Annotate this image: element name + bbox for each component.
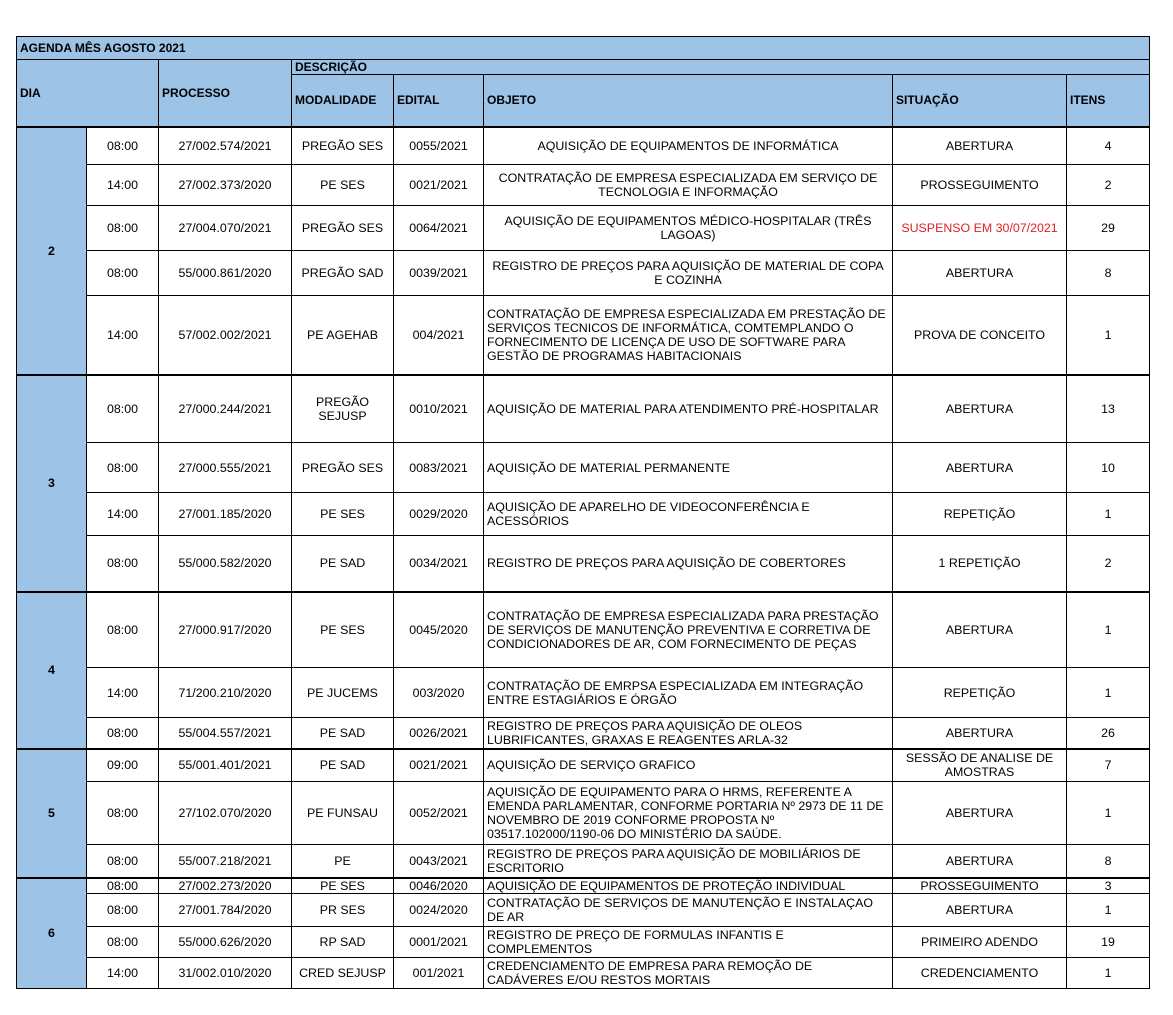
time-cell: 08:00 bbox=[87, 251, 159, 296]
time-cell: 14:00 bbox=[87, 957, 159, 988]
processo-cell: 55/007.218/2021 bbox=[159, 845, 292, 878]
situacao-cell: PROSSEGUIMENTO bbox=[893, 165, 1067, 206]
objeto-cell: AQUISIÇÃO DE EQUIPAMENTO PARA O HRMS, REFERENTE A EMENDA PARLAMENTAR, CONFORME PORTARIA Nº 2973 DE 11 DE NOVEMBRO DE 2019 CONFORME PROPOSTA Nº 03517.102000/1190-06 DO MINISTÉRIO DA SAÚDE. bbox=[484, 782, 893, 845]
itens-cell: 13 bbox=[1067, 375, 1150, 443]
time-cell: 08:00 bbox=[87, 536, 159, 592]
situacao-cell: ABERTURA bbox=[893, 375, 1067, 443]
header-objeto: OBJETO bbox=[484, 75, 893, 127]
table-row bbox=[17, 165, 1150, 206]
edital-cell: 0034/2021 bbox=[394, 536, 484, 592]
objeto-cell: AQUISIÇÃO DE MATERIAL PARA ATENDIMENTO PRÉ-HOSPITALAR bbox=[484, 375, 893, 443]
time-cell: 08:00 bbox=[87, 893, 159, 926]
day-cell: 2 bbox=[17, 127, 87, 375]
objeto-cell: CONTRATAÇÃO DE EMPRESA ESPECIALIZADA EM SERVIÇO DE TECNOLOGIA E INFORMAÇÃO bbox=[484, 165, 893, 206]
edital-cell: 004/2021 bbox=[394, 296, 484, 375]
processo-cell: 55/004.557/2021 bbox=[159, 718, 292, 749]
itens-cell: 29 bbox=[1067, 206, 1150, 251]
header-processo: PROCESSO bbox=[159, 60, 292, 127]
situacao-cell: REPETIÇÃO bbox=[893, 493, 1067, 536]
table-row bbox=[17, 127, 1150, 165]
time-cell: 08:00 bbox=[87, 782, 159, 845]
table-row bbox=[17, 668, 1150, 718]
itens-cell: 1 bbox=[1067, 782, 1150, 845]
time-cell: 08:00 bbox=[87, 375, 159, 443]
edital-cell: 0052/2021 bbox=[394, 782, 484, 845]
processo-cell: 55/000.861/2020 bbox=[159, 251, 292, 296]
edital-cell: 0001/2021 bbox=[394, 926, 484, 957]
agenda-body bbox=[17, 127, 1150, 989]
processo-cell: 57/002.002/2021 bbox=[159, 296, 292, 375]
objeto-cell: AQUISIÇÃO DE EQUIPAMENTOS MÉDICO-HOSPITALAR (TRÊS LAGOAS) bbox=[484, 206, 893, 251]
processo-cell: 27/001.784/2020 bbox=[159, 893, 292, 926]
time-cell: 08:00 bbox=[87, 845, 159, 878]
modalidade-cell: PREGÃO SEJUSP bbox=[292, 375, 394, 443]
day-cell: 5 bbox=[17, 749, 87, 878]
time-cell: 08:00 bbox=[87, 718, 159, 749]
edital-cell: 003/2020 bbox=[394, 668, 484, 718]
itens-cell: 1 bbox=[1067, 296, 1150, 375]
time-cell: 09:00 bbox=[87, 749, 159, 782]
situacao-cell: PRIMEIRO ADENDO bbox=[893, 926, 1067, 957]
situacao-cell: ABERTURA bbox=[893, 782, 1067, 845]
processo-cell: 71/200.210/2020 bbox=[159, 668, 292, 718]
modalidade-cell: PE SES bbox=[292, 878, 394, 894]
table-row bbox=[17, 926, 1150, 957]
itens-cell: 1 bbox=[1067, 957, 1150, 988]
time-cell: 08:00 bbox=[87, 926, 159, 957]
day-cell: 6 bbox=[17, 878, 87, 989]
itens-cell: 2 bbox=[1067, 165, 1150, 206]
modalidade-cell: PE bbox=[292, 845, 394, 878]
objeto-cell: REGISTRO DE PREÇOS PARA AQUISIÇÃO DE MATERIAL DE COPA E COZINHA bbox=[484, 251, 893, 296]
objeto-cell: AQUISIÇÃO DE EQUIPAMENTOS DE INFORMÁTICA bbox=[484, 127, 893, 165]
table-row bbox=[17, 845, 1150, 878]
itens-cell: 10 bbox=[1067, 443, 1150, 493]
processo-cell: 27/000.917/2020 bbox=[159, 592, 292, 668]
processo-cell: 27/000.244/2021 bbox=[159, 375, 292, 443]
table-row bbox=[17, 443, 1150, 493]
situacao-cell: 1 REPETIÇÃO bbox=[893, 536, 1067, 592]
objeto-cell: CREDENCIAMENTO DE EMPRESA PARA REMOÇÃO DE CADÁVERES E/OU RESTOS MORTAIS bbox=[484, 957, 893, 988]
situacao-cell: ABERTURA bbox=[893, 592, 1067, 668]
processo-cell: 27/002.574/2021 bbox=[159, 127, 292, 165]
processo-cell: 27/002.373/2020 bbox=[159, 165, 292, 206]
modalidade-cell: PE AGEHAB bbox=[292, 296, 394, 375]
objeto-cell: AQUISIÇÃO DE EQUIPAMENTOS DE PROTEÇÃO INDIVIDUAL bbox=[484, 878, 893, 894]
agenda-table bbox=[16, 36, 1150, 989]
situacao-cell: CREDENCIAMENTO bbox=[893, 957, 1067, 988]
edital-cell: 0043/2021 bbox=[394, 845, 484, 878]
objeto-cell: AQUISIÇÃO DE SERVIÇO GRAFICO bbox=[484, 749, 893, 782]
table-row bbox=[17, 251, 1150, 296]
situacao-cell: SUSPENSO EM 30/07/2021 bbox=[893, 206, 1067, 251]
header-situacao: SITUAÇÃO bbox=[893, 75, 1067, 127]
table-row bbox=[17, 878, 1150, 894]
modalidade-cell: PR SES bbox=[292, 893, 394, 926]
objeto-cell: REGISTRO DE PREÇO DE FORMULAS INFANTIS E COMPLEMENTOS bbox=[484, 926, 893, 957]
header-descricao: DESCRIÇÃO bbox=[292, 60, 1150, 75]
processo-cell: 27/001.185/2020 bbox=[159, 493, 292, 536]
modalidade-cell: RP SAD bbox=[292, 926, 394, 957]
processo-cell: 55/000.626/2020 bbox=[159, 926, 292, 957]
edital-cell: 001/2021 bbox=[394, 957, 484, 988]
edital-cell: 0010/2021 bbox=[394, 375, 484, 443]
time-cell: 08:00 bbox=[87, 127, 159, 165]
objeto-cell: CONTRATAÇÃO DE SERVIÇOS DE MANUTENÇÃO E INSTALAÇAO DE AR bbox=[484, 893, 893, 926]
time-cell: 14:00 bbox=[87, 296, 159, 375]
objeto-cell: REGISTRO DE PREÇOS PARA AQUISIÇÃO DE COBERTORES bbox=[484, 536, 893, 592]
modalidade-cell: PREGÃO SES bbox=[292, 206, 394, 251]
modalidade-cell: PE SAD bbox=[292, 718, 394, 749]
time-cell: 14:00 bbox=[87, 668, 159, 718]
processo-cell: 27/000.555/2021 bbox=[159, 443, 292, 493]
header-modalidade: MODALIDADE bbox=[292, 75, 394, 127]
situacao-cell: ABERTURA bbox=[893, 443, 1067, 493]
edital-cell: 0046/2020 bbox=[394, 878, 484, 894]
agenda-title: AGENDA MÊS AGOSTO 2021 bbox=[17, 37, 1150, 60]
modalidade-cell: PREGÃO SES bbox=[292, 443, 394, 493]
table-row bbox=[17, 296, 1150, 375]
situacao-cell: ABERTURA bbox=[893, 718, 1067, 749]
edital-cell: 0055/2021 bbox=[394, 127, 484, 165]
processo-cell: 55/000.582/2020 bbox=[159, 536, 292, 592]
processo-cell: 31/002.010/2020 bbox=[159, 957, 292, 988]
modalidade-cell: PE FUNSAU bbox=[292, 782, 394, 845]
modalidade-cell: PE JUCEMS bbox=[292, 668, 394, 718]
table-row bbox=[17, 957, 1150, 988]
processo-cell: 55/001.401/2021 bbox=[159, 749, 292, 782]
modalidade-cell: PE SES bbox=[292, 493, 394, 536]
itens-cell: 1 bbox=[1067, 493, 1150, 536]
table-row bbox=[17, 375, 1150, 443]
itens-cell: 1 bbox=[1067, 668, 1150, 718]
itens-cell: 3 bbox=[1067, 878, 1150, 894]
objeto-cell: CONTRATAÇÃO DE EMRPSA ESPECIALIZADA EM INTEGRAÇÃO ENTRE ESTAGIÁRIOS E ÓRGÃO bbox=[484, 668, 893, 718]
table-row bbox=[17, 893, 1150, 926]
situacao-cell: REPETIÇÃO bbox=[893, 668, 1067, 718]
edital-cell: 0021/2021 bbox=[394, 749, 484, 782]
modalidade-cell: PE SAD bbox=[292, 749, 394, 782]
itens-cell: 2 bbox=[1067, 536, 1150, 592]
objeto-cell: REGISTRO DE PREÇOS PARA AQUISIÇÃO DE OLEOS LUBRIFICANTES, GRAXAS E REAGENTES ARLA-32 bbox=[484, 718, 893, 749]
objeto-cell: REGISTRO DE PREÇOS PARA AQUISIÇÃO DE MOBILIÁRIOS DE ESCRITORIO bbox=[484, 845, 893, 878]
table-row bbox=[17, 592, 1150, 668]
situacao-cell: SESSÃO DE ANALISE DE AMOSTRAS bbox=[893, 749, 1067, 782]
situacao-cell: ABERTURA bbox=[893, 893, 1067, 926]
processo-cell: 27/002.273/2020 bbox=[159, 878, 292, 894]
header-edital: EDITAL bbox=[394, 75, 484, 127]
objeto-cell: CONTRATAÇÃO DE EMPRESA ESPECIALIZADA EM PRESTAÇÃO DE SERVIÇOS TECNICOS DE INFORMÁTICA, COMTEMPLANDO O FORNECIMENTO DE LICENÇA DE USO DE SOFTWARE PARA GESTÃO DE PROGRAMAS HABITACIONAIS bbox=[484, 296, 893, 375]
edital-cell: 0026/2021 bbox=[394, 718, 484, 749]
modalidade-cell: PE SAD bbox=[292, 536, 394, 592]
time-cell: 08:00 bbox=[87, 592, 159, 668]
modalidade-cell: PREGÃO SAD bbox=[292, 251, 394, 296]
objeto-cell: AQUISIÇÃO DE APARELHO DE VIDEOCONFERÊNCIA E ACESSÓRIOS bbox=[484, 493, 893, 536]
time-cell: 08:00 bbox=[87, 206, 159, 251]
itens-cell: 19 bbox=[1067, 926, 1150, 957]
edital-cell: 0029/2020 bbox=[394, 493, 484, 536]
itens-cell: 4 bbox=[1067, 127, 1150, 165]
edital-cell: 0039/2021 bbox=[394, 251, 484, 296]
itens-cell: 7 bbox=[1067, 749, 1150, 782]
itens-cell: 1 bbox=[1067, 893, 1150, 926]
modalidade-cell: PE SES bbox=[292, 165, 394, 206]
situacao-cell: ABERTURA bbox=[893, 127, 1067, 165]
time-cell: 14:00 bbox=[87, 165, 159, 206]
table-row bbox=[17, 206, 1150, 251]
table-row bbox=[17, 718, 1150, 749]
processo-cell: 27/102.070/2020 bbox=[159, 782, 292, 845]
edital-cell: 0064/2021 bbox=[394, 206, 484, 251]
itens-cell: 26 bbox=[1067, 718, 1150, 749]
time-cell: 08:00 bbox=[87, 878, 159, 894]
header-itens: ITENS bbox=[1067, 75, 1150, 127]
day-cell: 3 bbox=[17, 375, 87, 592]
itens-cell: 8 bbox=[1067, 251, 1150, 296]
processo-cell: 27/004.070/2021 bbox=[159, 206, 292, 251]
modalidade-cell: PE SES bbox=[292, 592, 394, 668]
time-cell: 08:00 bbox=[87, 443, 159, 493]
edital-cell: 0024/2020 bbox=[394, 893, 484, 926]
modalidade-cell: PREGÃO SES bbox=[292, 127, 394, 165]
situacao-cell: ABERTURA bbox=[893, 251, 1067, 296]
day-cell: 4 bbox=[17, 592, 87, 749]
table-row bbox=[17, 749, 1150, 782]
situacao-cell: PROVA DE CONCEITO bbox=[893, 296, 1067, 375]
objeto-cell: AQUISIÇÃO DE MATERIAL PERMANENTE bbox=[484, 443, 893, 493]
edital-cell: 0083/2021 bbox=[394, 443, 484, 493]
table-row bbox=[17, 536, 1150, 592]
objeto-cell: CONTRATAÇÃO DE EMPRESA ESPECIALIZADA PARA PRESTAÇÃO DE SERVIÇOS DE MANUTENÇÃO PREVENTIVA E CORRETIVA DE CONDICIONADORES DE AR, COM FORNECIMENTO DE PEÇAS bbox=[484, 592, 893, 668]
time-cell: 14:00 bbox=[87, 493, 159, 536]
situacao-cell: ABERTURA bbox=[893, 845, 1067, 878]
table-row bbox=[17, 493, 1150, 536]
situacao-cell: PROSSEGUIMENTO bbox=[893, 878, 1067, 894]
itens-cell: 8 bbox=[1067, 845, 1150, 878]
edital-cell: 0045/2020 bbox=[394, 592, 484, 668]
header-dia: DIA bbox=[17, 60, 159, 127]
itens-cell: 1 bbox=[1067, 592, 1150, 668]
edital-cell: 0021/2021 bbox=[394, 165, 484, 206]
table-row bbox=[17, 782, 1150, 845]
modalidade-cell: CRED SEJUSP bbox=[292, 957, 394, 988]
